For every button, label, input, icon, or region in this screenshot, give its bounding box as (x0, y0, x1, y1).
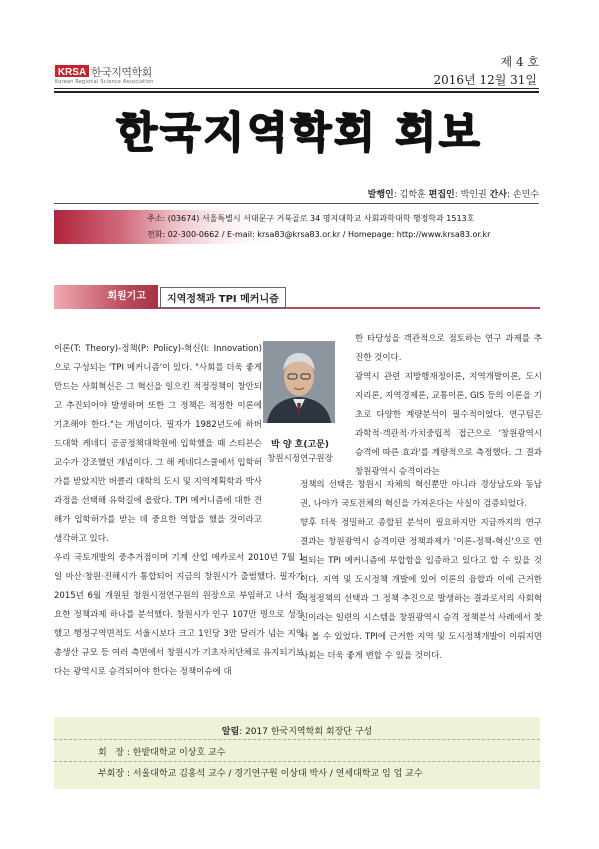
issue-number: 제 4 호 (500, 55, 539, 69)
article-paragraph: 정책의 선택은 창원시 자체의 혁신뿐만 아니라 경상남도와 동남권, 나아가 국토전체의 혁신을 가져온다는 사실이 검증되었다. (300, 480, 542, 509)
logo-name: 한국지역학회 (91, 66, 152, 79)
notice-title (54, 724, 540, 737)
author-portrait-icon (263, 341, 335, 423)
editor-name: 박인권 (460, 190, 487, 200)
notice-divider (54, 739, 540, 740)
article-right-column-top (355, 330, 542, 482)
president-label: 회 장 (98, 748, 124, 758)
notice-president-row (98, 745, 225, 758)
logo-mark-text: KRSA (57, 67, 87, 78)
author-affiliation: 창원시정연구원장 (267, 454, 333, 464)
article-paragraph: 이론(T: Theory)-정책(P: Policy)-혁신(I: Innovation)으로 구성되는 'TPI 메커니즘'이 있다. "사회를 더욱 좋게 만드는 사회혁신은 그 혁신을 일으킨 적정정책이 창안되고 추진되어야 발생하며 또한 그 정책은 적정한 이론에 기초해야 한다."는 개념이다. 필자가 1982년도에 하버드대학 케네디 공공정책대학원에 입학했을 때 스티븐슨 교수가 강조했던 개념이다. 그 해 케네디스쿨에서 입학허가를 받았지만 버클리 대학의 도시 및 지역계획학과 박사과정을 선택해 유학길에 올랐다. TPI 메커니즘에 대한 견해가 입학허가를 받는 데 중요한 역할을 했을 것이라고 생각하고 있다. (54, 344, 262, 544)
section-tab: 회원기고 (54, 285, 158, 309)
article-paragraph: 한 타당성을 객관적으로 점토하는 연구 과제를 추진한 것이다. (355, 334, 542, 363)
publisher-line: 발행인: 김학훈 편집인: 박인권 간사: 손민수 (367, 190, 539, 200)
secretary-label: 간사 (489, 190, 507, 200)
contact-phone-email[interactable]: 전화: 02-300-0662 / E-mail: krsa83@krsa83.or.kr / Homepage: http://www.krsa83.or.kr (147, 230, 491, 239)
editor-label: 편집인 (428, 190, 455, 200)
article-paragraph: 향후 더욱 정밀하고 종합된 분석이 필요하지만 지금까지의 연구 결과는 창원광역시 승격이란 정책과제가 '이론-정책-혁신'으로 연결되는 TPI 메커니즘에 부합함을 입증하고 있다고 할 수 있을 것이다. 지역 및 도시정책 개발에 있어 이론의 융합과 이에 근거한 적정정책의 선택과 그 정책 추진으로 발생하는 결과로서의 사회혁신이라는 일련의 시스템을 창원광역시 승격 정책분석 사례에서 찾아 볼 수 있었다. TPI에 근거한 지역 및 도시정책개발이 이뤄지면 사회는 더욱 좋게 변할 수 있을 것이다. (300, 518, 542, 661)
masthead-title: 한국지역학회 회보 (116, 108, 483, 157)
issue-date: 2016년 12월 31일 (433, 73, 537, 87)
logo-subtitle: Korean Regional Science Association (55, 79, 154, 85)
notice-label: 알림 (221, 727, 240, 737)
vice-value: : 서울대학교 김홍석 교수 / 경기연구원 이상대 박사 / 연세대학교 임 업 교수 (126, 769, 423, 779)
contact-address: 주소: (03674) 서울특별시 서대문구 거북골로 34 명지대학교 사회과학대학 행정학과 1513호 (147, 214, 475, 223)
header-rule-thick (54, 91, 539, 93)
secretary-name: 손민수 (512, 190, 539, 200)
vice-label: 부회장 (98, 769, 125, 779)
author-name: 박 양 호(고문) (271, 440, 329, 450)
article-paragraph: 광역시 관련 지방행재정이론, 지역개발이론, 도시지리론, 지역경제론, 교통이론, GIS 등의 이론을 기초로 다양한 계량분석이 필수적이었다. 연구팀은 과학적·객관적·가치중립적 접근으로 '창원광역시 승격에 따른 효과'를 계량적으로 측정했다. 그 결과 창원광역시 승격이라는 (355, 372, 542, 477)
notice-divider (54, 761, 540, 762)
article-paragraph: 우리 국토개발의 중추거점이며 기계 산업 메카로서 2010년 7월 1일 마산·창원·진해시가 통합되어 지금의 창원시가 출범했다. 필자가 2015년 6월 개원된 창원시정연구원의 원장으로 부임하고 나서 중요한 정책과제 하나를 분석했다. 창원시가 인구 107만 명으로 성장했고 행정구역면적도 서울시보다 크고 1인당 3만 달러가 넘는 지역총생산 규모 등 여러 측면에서 창원시가 기초자치단체로 유지되기보다는 광역시로 승격되어야 한다는 정책이슈에 대 (54, 553, 304, 677)
notice-box (54, 717, 540, 789)
notice-title-text: : 2017 한국지역학회 회장단 구성 (239, 727, 373, 737)
krsa-logo (55, 64, 195, 86)
header-rule (54, 88, 539, 89)
author-photo (263, 341, 335, 423)
publisher-label: 발행인 (367, 190, 394, 200)
publisher-name: 김학훈 (399, 190, 426, 200)
article-right-column-bottom (300, 476, 542, 666)
notice-vice-row (98, 766, 423, 779)
publisher-rule (54, 203, 539, 204)
krsa-logo-mark (55, 64, 89, 79)
president-value: : 한밭대학교 이상호 교수 (126, 748, 226, 758)
article-title: 지역정책과 TPI 메커니즘 (160, 287, 286, 308)
